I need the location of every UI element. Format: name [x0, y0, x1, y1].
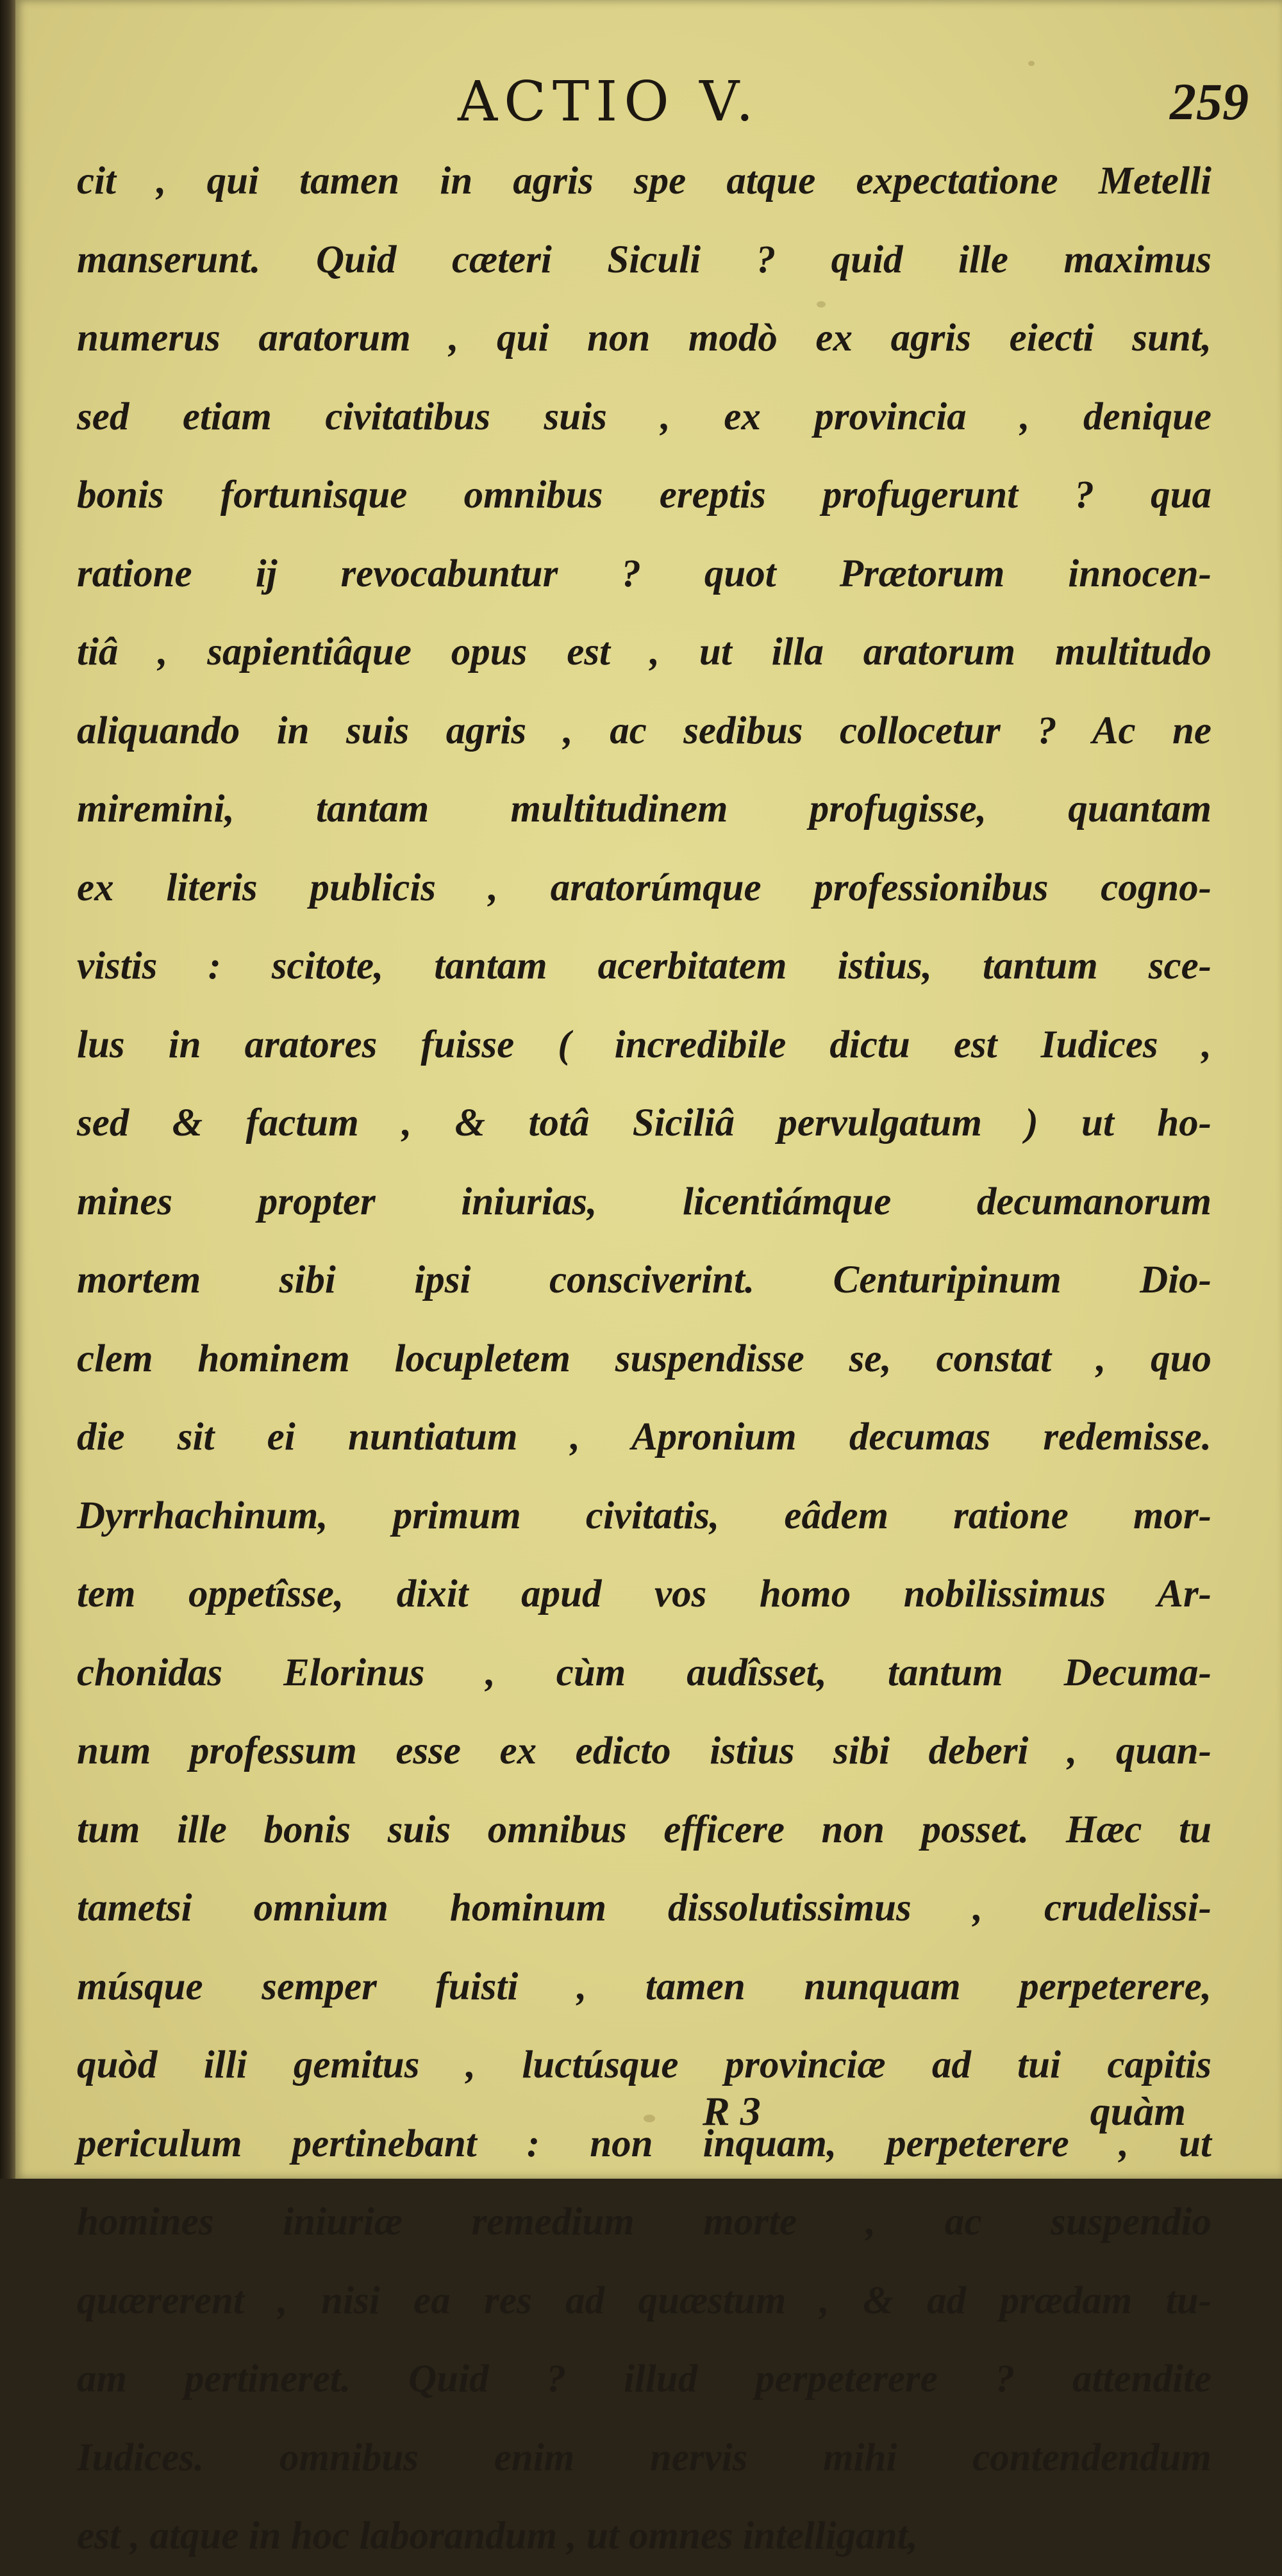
text-line: tiâ , sapientiâque opus est , ut illa aratorum multitudo — [77, 631, 1211, 673]
page-number: 259 — [1170, 72, 1249, 131]
foxing-spot — [1028, 61, 1035, 66]
text-line: est , atque in hoc laborandum , ut omnes intelligant, — [77, 2514, 918, 2557]
text-line: músque semper fuisti , tamen nunquam perpeterere, — [77, 1965, 1211, 2008]
text-line: miremini, tantam multitudinem profugisse, quantam — [77, 788, 1211, 830]
text-line: homines iniuriæ remedium morte , ac suspendio — [77, 2200, 1211, 2243]
text-line: mortem sibi ipsi consciverint. Centuripinum Dio- — [77, 1259, 1211, 1301]
text-line: numerus aratorum , qui non modò ex agris eiecti sunt, — [77, 317, 1211, 359]
text-line: aliquando in suis agris , ac sedibus collocetur ? Ac ne — [77, 709, 1211, 752]
text-line: sed & factum , & totâ Siciliâ pervulgatum ) ut ho- — [77, 1102, 1211, 1144]
text-line: clem hominem locupletem suspendisse se, constat , quo — [77, 1337, 1211, 1380]
text-line: tametsi omnium hominum dissolutissimus , crudelissi- — [77, 1887, 1211, 1929]
text-line: sed etiam civitatibus suis , ex provincia , denique — [77, 395, 1211, 438]
text-line: Dyrrhachinum, primum civitatis, eâdem ratione mor- — [77, 1494, 1211, 1537]
text-line: mines propter iniurias, licentiámque decumanorum — [77, 1180, 1211, 1223]
text-line: periculum pertinebant : non inquam, perpeterere , ut — [77, 2122, 1211, 2165]
text-line: vistis : scitote, tantam acerbitatem istius, tantum sce- — [77, 945, 1211, 987]
text-line: quòd illi gemitus , luctúsque provinciæ ad tui capitis — [77, 2043, 1211, 2086]
page-header — [15, 67, 1282, 137]
text-line: tem oppetîsse, dixit apud vos homo nobilissimus Ar- — [77, 1573, 1211, 1615]
text-line: ex literis publicis , aratorúmque professionibus cogno- — [77, 866, 1211, 909]
text-line: Iudices. omnibus enim nervis mihi contendendum — [77, 2436, 1211, 2479]
text-line: chonidas Elorinus , cùm audîsset, tantum Decuma- — [77, 1651, 1211, 1694]
page-edge-shadow — [0, 0, 15, 2179]
text-line: bonis fortunisque omnibus ereptis profugerunt ? qua — [77, 474, 1211, 516]
catchword: quàm — [1090, 2088, 1186, 2134]
text-line: die sit ei nuntiatum , Apronium decumas redemisse. — [77, 1416, 1211, 1458]
signature-mark: R 3 — [703, 2088, 761, 2134]
running-head: ACTIO V. — [458, 70, 760, 134]
text-line: num professum esse ex edicto istius sibi deberi , quan- — [77, 1730, 1211, 1772]
text-line: cit , qui tamen in agris spe atque expectatione Metelli — [77, 160, 1211, 202]
text-line: manserunt. Quid cæteri Siculi ? quid ille maximus — [77, 238, 1211, 281]
text-line: ratione ij revocabuntur ? quot Prætorum innocen- — [77, 552, 1211, 595]
text-line: tum ille bonis suis omnibus efficere non posset. Hæc tu — [77, 1808, 1211, 1851]
book-page — [15, 0, 1282, 2557]
text-line: quærerent , nisi ea res ad quæstum , & ad prædam tu- — [77, 2279, 1211, 2322]
page-footer — [15, 2076, 1282, 2147]
text-line: lus in aratores fuisse ( incredibile dictu est Iudices , — [77, 1023, 1211, 1066]
body-text — [77, 142, 1211, 2576]
text-line: am pertineret. Quid ? illud perpeterere ? attendite — [77, 2357, 1211, 2400]
